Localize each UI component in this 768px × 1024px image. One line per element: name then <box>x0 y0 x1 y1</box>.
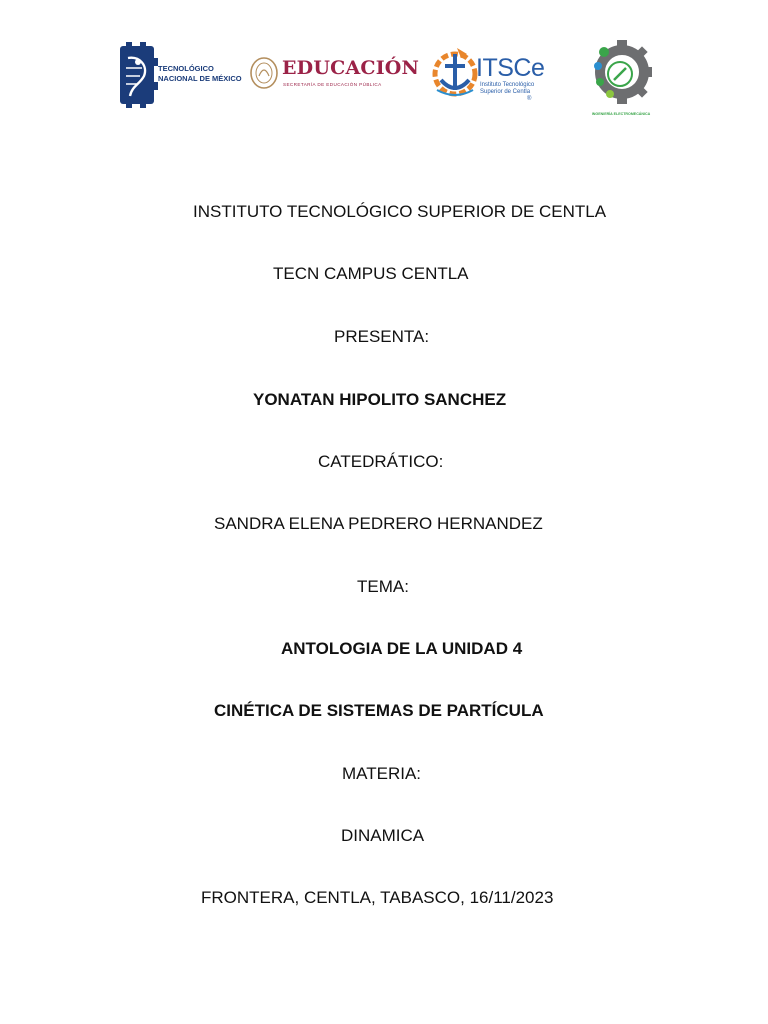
educacion-title: EDUCACIÓN <box>282 57 420 79</box>
electromecanica-caption: INGENIERÍA ELECTROMECÁNICA <box>591 112 651 116</box>
subtopic-title: CINÉTICA DE SISTEMAS DE PARTÍCULA <box>214 701 544 720</box>
tecnm-line-1: TECNOLÓGICO <box>158 64 214 73</box>
mexico-seal-icon <box>249 56 279 90</box>
itsce-line-1: Instituto Tecnológico <box>480 82 535 88</box>
itsce-subtitle <box>480 82 534 96</box>
materia-label: MATERIA: <box>342 764 422 783</box>
topic-title: ANTOLOGIA DE LA UNIDAD 4 <box>281 639 523 658</box>
tecnm-logo-text <box>158 64 242 84</box>
electromecanica-logo <box>584 36 654 122</box>
educacion-subtitle: SECRETARÍA DE EDUCACIÓN PÚBLICA <box>283 82 382 87</box>
tema-label: TEMA: <box>357 577 409 596</box>
tecnm-line-2: NACIONAL DE MÉXICO <box>158 74 242 83</box>
itsce-logo <box>431 44 545 106</box>
institute-name: INSTITUTO TECNOLÓGICO SUPERIOR DE CENTLA <box>193 202 607 221</box>
tecnm-gear-icon <box>118 42 158 108</box>
place-date: FRONTERA, CENTLA, TABASCO, 16/11/2023 <box>201 888 554 907</box>
itsce-line-2: Superior de Centla <box>480 89 531 95</box>
header-logos <box>0 36 768 126</box>
presenta-label: PRESENTA: <box>334 327 430 346</box>
campus-name: TECN CAMPUS CENTLA <box>273 264 469 283</box>
teacher-name: SANDRA ELENA PEDRERO HERNANDEZ <box>214 514 543 533</box>
catedratico-label: CATEDRÁTICO: <box>318 452 444 471</box>
itsce-title: ITSCe <box>476 54 545 82</box>
educacion-logo <box>249 56 420 96</box>
gear-eco-icon <box>584 36 654 112</box>
subject-name: DINAMICA <box>341 826 425 845</box>
tecnm-logo <box>118 40 250 112</box>
student-name: YONATAN HIPOLITO SANCHEZ <box>253 390 507 409</box>
registered-mark-icon: ® <box>527 96 532 102</box>
itsce-anchor-icon <box>431 44 479 100</box>
